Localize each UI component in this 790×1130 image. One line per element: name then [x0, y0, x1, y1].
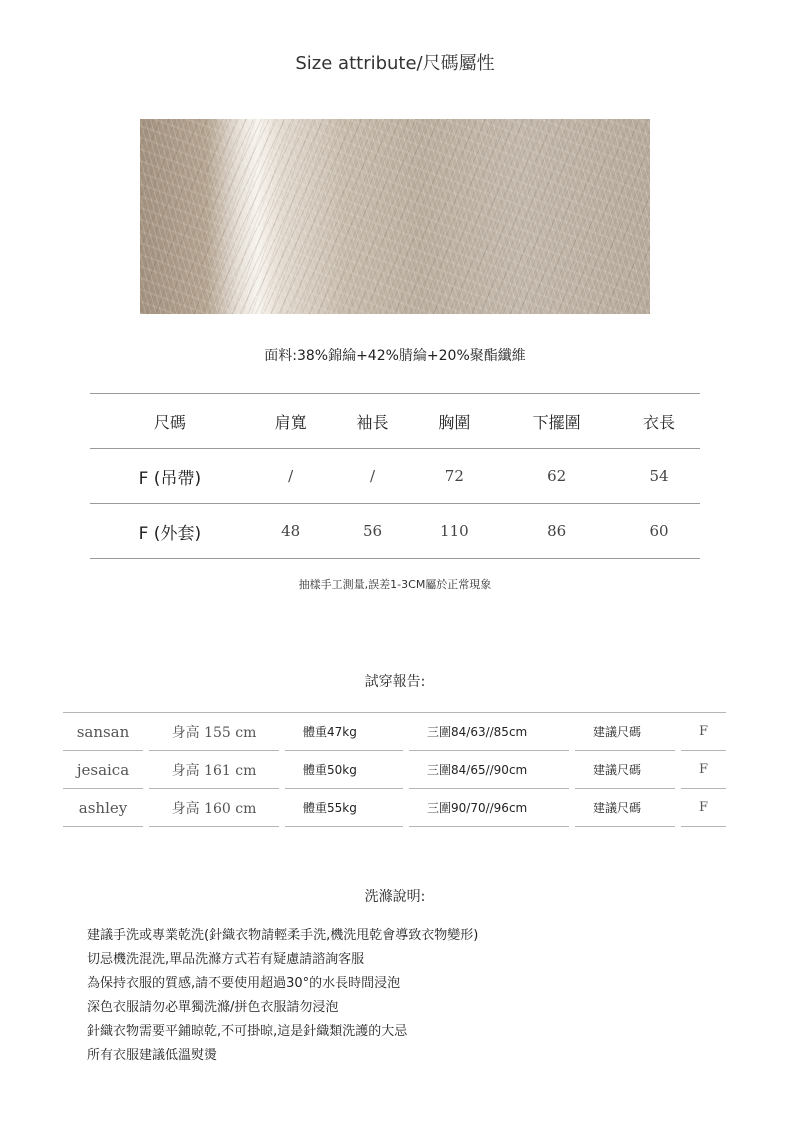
size-value: 110: [413, 504, 495, 559]
size-row: [90, 449, 700, 504]
page-title: Size attribute/尺碼屬性: [295, 53, 495, 74]
fit-row: [63, 712, 726, 751]
model-height: 身高 161 cm: [149, 751, 279, 789]
model-weight: 體重55kg: [285, 789, 403, 827]
size-value: 56: [332, 504, 414, 559]
model-name: jesaica: [63, 751, 143, 789]
size-label: F (外套): [90, 504, 250, 559]
size-value: /: [250, 449, 332, 504]
model-measurements: 三圍84/65//90cm: [409, 751, 569, 789]
size-value: 54: [618, 449, 700, 504]
size-label: F (吊帶): [90, 449, 250, 504]
suggested-size: F: [681, 789, 726, 827]
suggested-size-label: 建議尺碼: [575, 712, 675, 751]
fit-report-title: 試穿報告:: [364, 674, 426, 690]
size-value: 60: [618, 504, 700, 559]
header-length: 衣長: [618, 394, 700, 449]
size-table-header: [90, 394, 700, 449]
wash-title: 洗滌說明:: [364, 889, 426, 905]
header-shoulder: 肩寬: [250, 394, 332, 449]
model-weight: 體重50kg: [285, 751, 403, 789]
size-value: 48: [250, 504, 332, 559]
wash-item: 針織衣物需要平鋪晾乾,不可掛晾,這是針織類洗護的大忌: [87, 1024, 408, 1039]
size-value: /: [332, 449, 414, 504]
wash-item: 深色衣服請勿必單獨洗滌/拼色衣服請勿浸泡: [87, 1000, 339, 1015]
model-measurements: 三圍84/63//85cm: [409, 712, 569, 751]
model-height: 身高 160 cm: [149, 789, 279, 827]
size-value: 72: [413, 449, 495, 504]
fit-row: [63, 751, 726, 789]
model-name: ashley: [63, 789, 143, 827]
fabric-photo: [140, 119, 650, 314]
fit-row: [63, 789, 726, 827]
suggested-size-label: 建議尺碼: [575, 751, 675, 789]
wash-item: 所有衣服建議低溫熨燙: [87, 1048, 218, 1063]
wash-instructions: [87, 924, 478, 1068]
model-name: sansan: [63, 712, 143, 751]
wash-item: 建議手洗或專業乾洗(針織衣物請輕柔手洗,機洗甩乾會導致衣物變形): [87, 928, 479, 943]
header-chest: 胸圍: [413, 394, 495, 449]
measurement-note: 抽樣手工測量,誤差1-3CM屬於正常現象: [298, 578, 492, 591]
size-value: 86: [495, 504, 618, 559]
size-value: 62: [495, 449, 618, 504]
header-sleeve: 袖長: [332, 394, 414, 449]
suggested-size: F: [681, 712, 726, 751]
header-hem: 下擺圍: [495, 394, 618, 449]
wash-item: 切忌機洗混洗,單品洗滌方式若有疑慮請諮詢客服: [87, 952, 365, 967]
size-row: [90, 504, 700, 559]
header-size: 尺碼: [90, 394, 250, 449]
model-weight: 體重47kg: [285, 712, 403, 751]
size-table: [90, 393, 700, 559]
wash-item: 為保持衣服的質感,請不要使用超過30°的水長時間浸泡: [87, 976, 401, 991]
model-measurements: 三圍90/70//96cm: [409, 789, 569, 827]
suggested-size-label: 建議尺碼: [575, 789, 675, 827]
fabric-texture: [140, 119, 650, 314]
material-composition: 面料:38%錦綸+42%腈綸+20%聚酯纖維: [264, 348, 526, 364]
fit-report-table: [63, 712, 726, 827]
suggested-size: F: [681, 751, 726, 789]
model-height: 身高 155 cm: [149, 712, 279, 751]
